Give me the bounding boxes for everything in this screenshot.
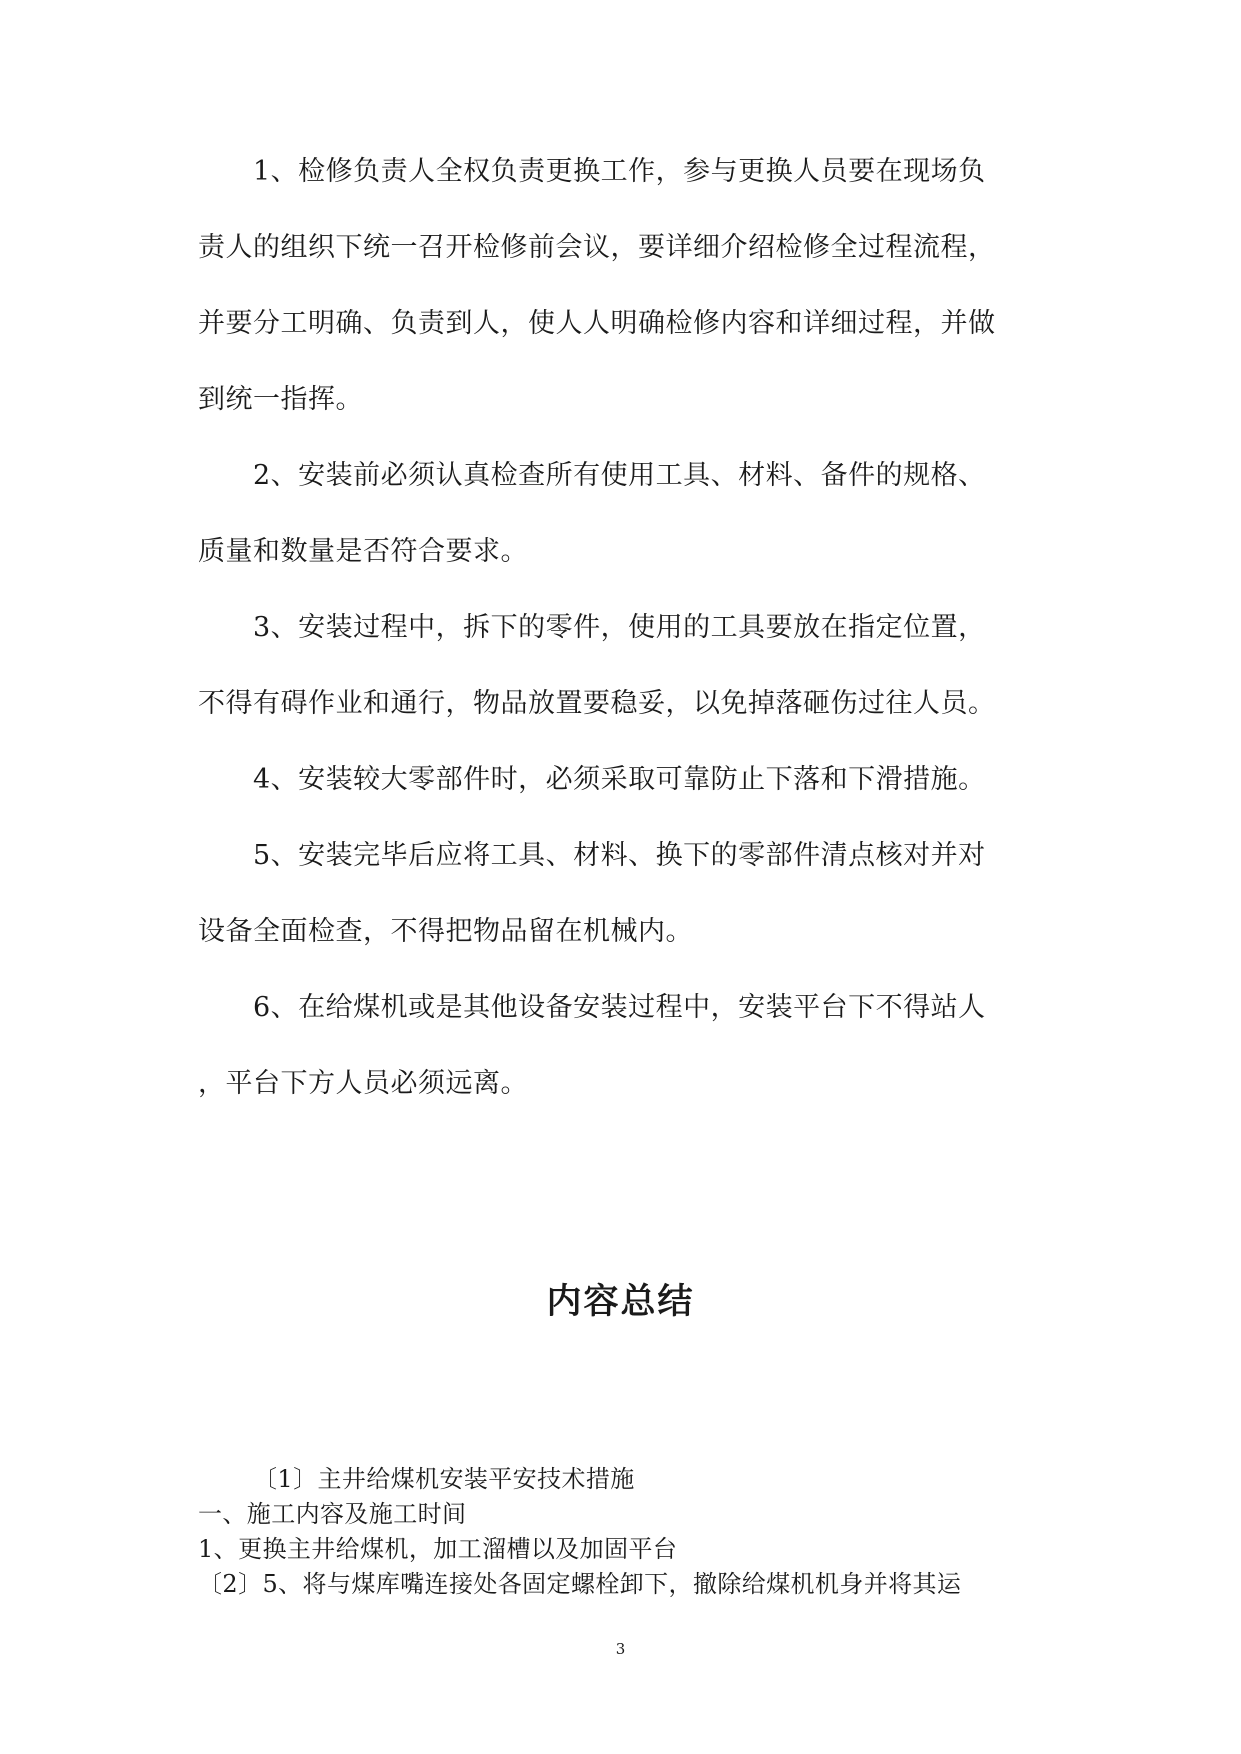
summary-line-2: 一、施工内容及施工时间 — [198, 1500, 467, 1528]
paragraph-3-line-1: 3、安装过程中，拆下的零件，使用的工具要放在指定位置， — [253, 612, 986, 643]
paragraph-2-line-2: 质量和数量是否符合要求。 — [198, 536, 528, 567]
paragraph-1-line-2: 责人的组织下统一召开检修前会议，要详细介绍检修全过程流程， — [198, 232, 996, 263]
paragraph-2-line-1: 2、安装前必须认真检查所有使用工具、材料、备件的规格、 — [253, 460, 986, 491]
summary-line-4: 〔2〕5、将与煤库嘴连接处各固定螺栓卸下，撤除给煤机机身并将其运 — [198, 1570, 962, 1598]
paragraph-6-line-2: ，平台下方人员必须远离。 — [198, 1068, 528, 1099]
page-number: 3 — [615, 1640, 626, 1658]
summary-heading: 内容总结 — [546, 1282, 695, 1322]
paragraph-3-line-2: 不得有碍作业和通行，物品放置要稳妥，以免掉落砸伤过往人员。 — [198, 688, 996, 719]
paragraph-4-line-1: 4、安装较大零部件时，必须采取可靠防止下落和下滑措施。 — [253, 764, 986, 795]
summary-line-1: 〔1〕主井给煤机安装平安技术措施 — [253, 1465, 635, 1493]
summary-line-3: 1、更换主井给煤机，加工溜槽以及加固平台 — [198, 1535, 678, 1563]
paragraph-5-line-2: 设备全面检查，不得把物品留在机械内。 — [198, 916, 693, 947]
paragraph-6-line-1: 6、在给煤机或是其他设备安装过程中，安装平台下不得站人 — [253, 992, 986, 1023]
paragraph-5-line-1: 5、安装完毕后应将工具、材料、换下的零部件清点核对并对 — [253, 840, 986, 871]
paragraph-1-line-1: 1、检修负责人全权负责更换工作，参与更换人员要在现场负 — [253, 156, 986, 187]
paragraph-1-line-4: 到统一指挥。 — [198, 384, 363, 415]
paragraph-1-line-3: 并要分工明确、负责到人，使人人明确检修内容和详细过程，并做 — [198, 308, 996, 339]
